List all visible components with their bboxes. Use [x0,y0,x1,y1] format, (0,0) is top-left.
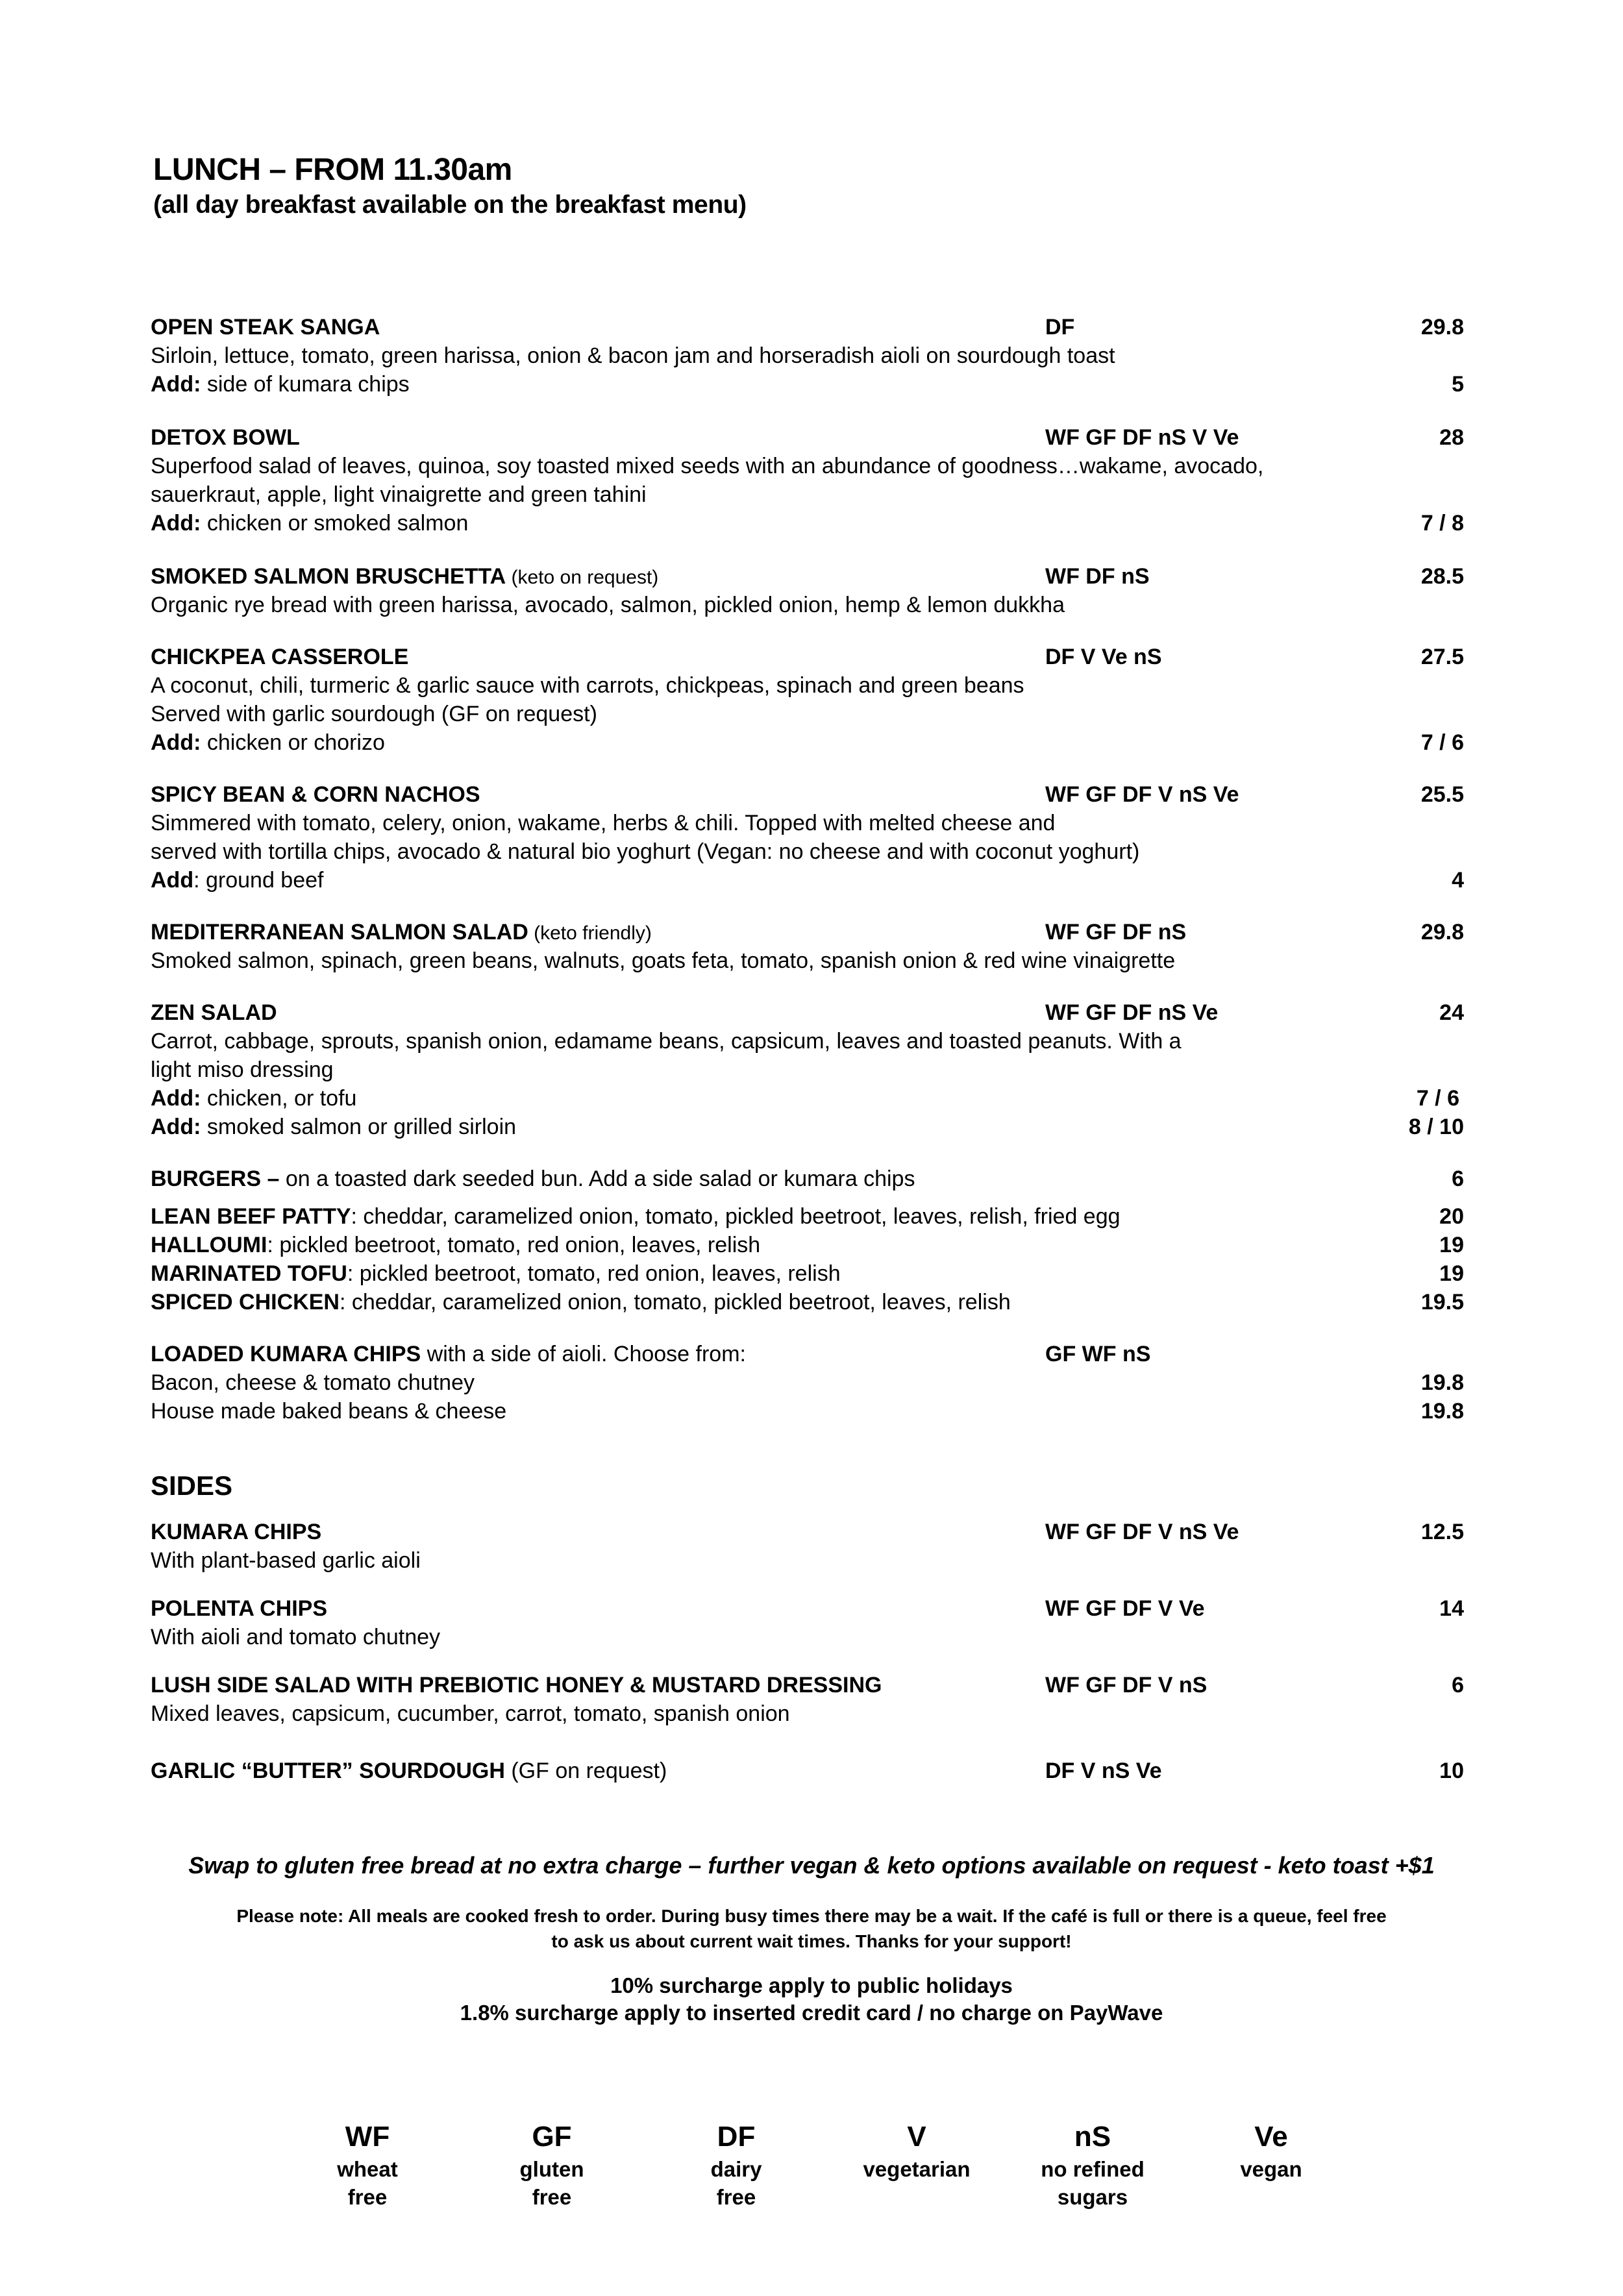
item-price: 12.5 [1420,1520,1464,1544]
item-description-line: A coconut, chili, turmeric & garlic sauce with carrots, chickpeas, spinach and green beans [151,673,1024,698]
item-note: (keto on request) [506,567,659,588]
item-intro: with a side of aioli. Choose from: [421,1342,746,1366]
addon-text: : ground beef [193,868,324,893]
dietary-tags: WF GF DF V nS Ve [1045,1520,1239,1544]
item-addon [151,1113,516,1141]
burger-lean-beef [151,1202,1121,1231]
dietary-tags: DF V Ve nS [1045,645,1162,669]
option-price: 19.8 [1420,1370,1464,1395]
item-description: Smoked salmon, spinach, green beans, walnuts, goats feta, tomato, spanish onion & red wine vinaigrette [151,948,1176,973]
item-description-line: Simmered with tomato, celery, onion, wakame, herbs & chili. Topped with melted cheese and [151,811,1056,835]
item-price: 14 [1439,1596,1464,1621]
addon-price: 8 / 10 [1408,1115,1464,1139]
burger-name: LEAN BEEF PATTY [151,1204,351,1229]
dietary-tags: WF GF DF V Ve [1045,1596,1205,1621]
item-description-line: sauerkraut, apple, light vinaigrette and green tahini [151,482,647,507]
item-price: 25.5 [1420,782,1464,807]
item-description: Mixed leaves, capsicum, cucumber, carrot, tomato, spanish onion [151,1701,790,1726]
burger-name: SPICED CHICKEN [151,1290,340,1315]
addon-text: chicken, or tofu [201,1086,357,1111]
addon-price: 6 [1452,1167,1464,1191]
item-price: 24 [1439,1000,1464,1025]
legend-desc-df: dairy free [710,2157,762,2209]
legend-code-ve: Ve [1254,2121,1288,2153]
burger-name: MARINATED TOFU [151,1261,347,1286]
legend-desc-v: vegetarian [863,2157,971,2181]
option-text: Bacon, cheese & tomato chutney [151,1370,475,1395]
item-description-line: Carrot, cabbage, sprouts, spanish onion, edamame beans, capsicum, leaves and toasted peanuts. With a [151,1029,1182,1054]
page-title: LUNCH – FROM 11.30am [153,153,512,187]
option-text: House made baked beans & cheese [151,1399,507,1424]
page-subtitle: (all day breakfast available on the breakfast menu) [153,191,747,219]
dietary-tags: DF [1045,315,1075,339]
legend-code-wf: WF [345,2121,390,2153]
burger-desc: : pickled beetroot, tomato, red onion, leaves, relish [267,1233,761,1257]
item-title [151,918,652,948]
item-name: OPEN STEAK SANGA [151,315,380,339]
dietary-tags: WF GF DF nS V Ve [1045,425,1239,450]
item-title [151,1340,746,1368]
addon-text: chicken or smoked salmon [201,511,469,536]
burger-desc: : pickled beetroot, tomato, red onion, leaves, relish [347,1261,841,1286]
item-description: With aioli and tomato chutney [151,1625,441,1649]
addon-price: 7 / 6 [1420,730,1464,755]
item-price: 28 [1439,425,1464,450]
item-price: 29.8 [1420,315,1464,339]
item-description-line: served with tortilla chips, avocado & natural bio yoghurt (Vegan: no cheese and with coconut yoghurt) [151,839,1140,864]
item-description-line: light miso dressing [151,1057,334,1082]
item-price: 6 [1452,1673,1464,1697]
addon-price: 7 / 8 [1420,511,1464,536]
dietary-tags: WF GF DF V nS Ve [1045,782,1239,807]
addon-label: Add: [151,511,201,536]
addon-text: smoked salmon or grilled sirloin [201,1115,517,1139]
item-note: (keto friendly) [528,922,652,944]
item-name: GARLIC “BUTTER” SOURDOUGH [151,1759,505,1783]
item-price: 19 [1439,1233,1464,1257]
dietary-tags: WF GF DF nS [1045,920,1187,944]
addon-label: Add [151,868,194,893]
legend-code-v: V [907,2121,926,2153]
item-addon [151,509,468,537]
dietary-tags: WF GF DF V nS [1045,1673,1208,1697]
burger-desc: : cheddar, caramelized onion, tomato, pickled beetroot, leaves, relish, fried egg [351,1204,1121,1229]
item-addon [151,1084,356,1113]
legend-desc-ns: no refined sugars [1041,2157,1145,2209]
item-title [151,562,658,592]
item-price: 20 [1439,1204,1464,1229]
gluten-free-swap-note: Swap to gluten free bread at no extra charge – further vegan & keto options available on request - keto toast +$1 [188,1852,1435,1879]
item-price: 10 [1439,1759,1464,1783]
item-name: MEDITERRANEAN SALMON SALAD [151,920,528,944]
burger-marinated-tofu [151,1259,841,1288]
option-price: 19.8 [1420,1399,1464,1424]
legend-code-ns: nS [1074,2121,1111,2153]
burgers-intro [151,1165,915,1193]
item-price: 29.8 [1420,920,1464,944]
addon-text: side of kumara chips [201,372,410,397]
burger-halloumi [151,1231,760,1259]
item-description: on a toasted dark seeded bun. Add a side salad or kumara chips [279,1167,915,1191]
surcharge-holidays: 10% surcharge apply to public holidays [610,1973,1013,1997]
wait-time-note-line2: to ask us about current wait times. Thanks for your support! [551,1931,1072,1951]
item-description-line: Superfood salad of leaves, quinoa, soy toasted mixed seeds with an abundance of goodness…wakame, avocado, [151,454,1264,478]
burger-desc: : cheddar, caramelized onion, tomato, pickled beetroot, leaves, relish [339,1290,1011,1315]
burger-spiced-chicken [151,1288,1011,1316]
item-description: With plant-based garlic aioli [151,1548,421,1573]
item-name: CHICKPEA CASSEROLE [151,645,409,669]
item-name: KUMARA CHIPS [151,1520,322,1544]
addon-price: 7 / 6 [1416,1086,1459,1111]
item-description: Organic rye bread with green harissa, avocado, salmon, pickled onion, hemp & lemon dukkha [151,593,1065,617]
addon-label: Add: [151,1115,201,1139]
item-price: 19 [1439,1261,1464,1286]
section-heading-sides: SIDES [151,1470,233,1501]
surcharge-credit-card: 1.8% surcharge apply to inserted credit card / no charge on PayWave [460,2001,1163,2025]
item-description: Sirloin, lettuce, tomato, green harissa, onion & bacon jam and horseradish aioli on sourdough toast [151,343,1115,368]
legend-desc-gf: gluten free [519,2157,584,2209]
burger-name: HALLOUMI [151,1233,267,1257]
addon-label: Add: [151,372,201,397]
dietary-tags: WF DF nS [1045,564,1150,589]
item-name: ZEN SALAD [151,1000,277,1025]
addon-label: Add: [151,730,201,755]
legend-code-df: DF [717,2121,756,2153]
item-name: SMOKED SALMON BRUSCHETTA [151,564,506,589]
item-price: 19.5 [1420,1290,1464,1315]
legend-code-gf: GF [532,2121,572,2153]
item-name: SPICY BEAN & CORN NACHOS [151,782,480,807]
item-name: BURGERS – [151,1167,280,1191]
item-price: 28.5 [1420,564,1464,589]
item-name: DETOX BOWL [151,425,300,450]
item-title [151,1757,667,1785]
item-name: LUSH SIDE SALAD WITH PREBIOTIC HONEY & MUSTARD DRESSING [151,1673,882,1697]
addon-price: 4 [1452,868,1464,893]
dietary-tags: DF V nS Ve [1045,1759,1162,1783]
item-addon [151,370,410,399]
item-name: POLENTA CHIPS [151,1596,328,1621]
wait-time-note-line1: Please note: All meals are cooked fresh to order. During busy times there may be a wait. If the café is full or there is a queue, feel free [236,1906,1387,1926]
item-note: (GF on request) [504,1759,667,1783]
legend-desc-ve: vegan [1240,2157,1302,2181]
addon-label: Add: [151,1086,201,1111]
dietary-tags: WF GF DF nS Ve [1045,1000,1219,1025]
item-price: 27.5 [1420,645,1464,669]
item-name: LOADED KUMARA CHIPS [151,1342,421,1366]
item-description-line: Served with garlic sourdough (GF on request) [151,702,597,726]
addon-text: chicken or chorizo [201,730,385,755]
item-addon [151,728,385,757]
item-addon [151,866,323,895]
dietary-tags: GF WF nS [1045,1342,1151,1366]
addon-price: 5 [1452,372,1464,397]
legend-desc-wf: wheat free [337,2157,398,2209]
